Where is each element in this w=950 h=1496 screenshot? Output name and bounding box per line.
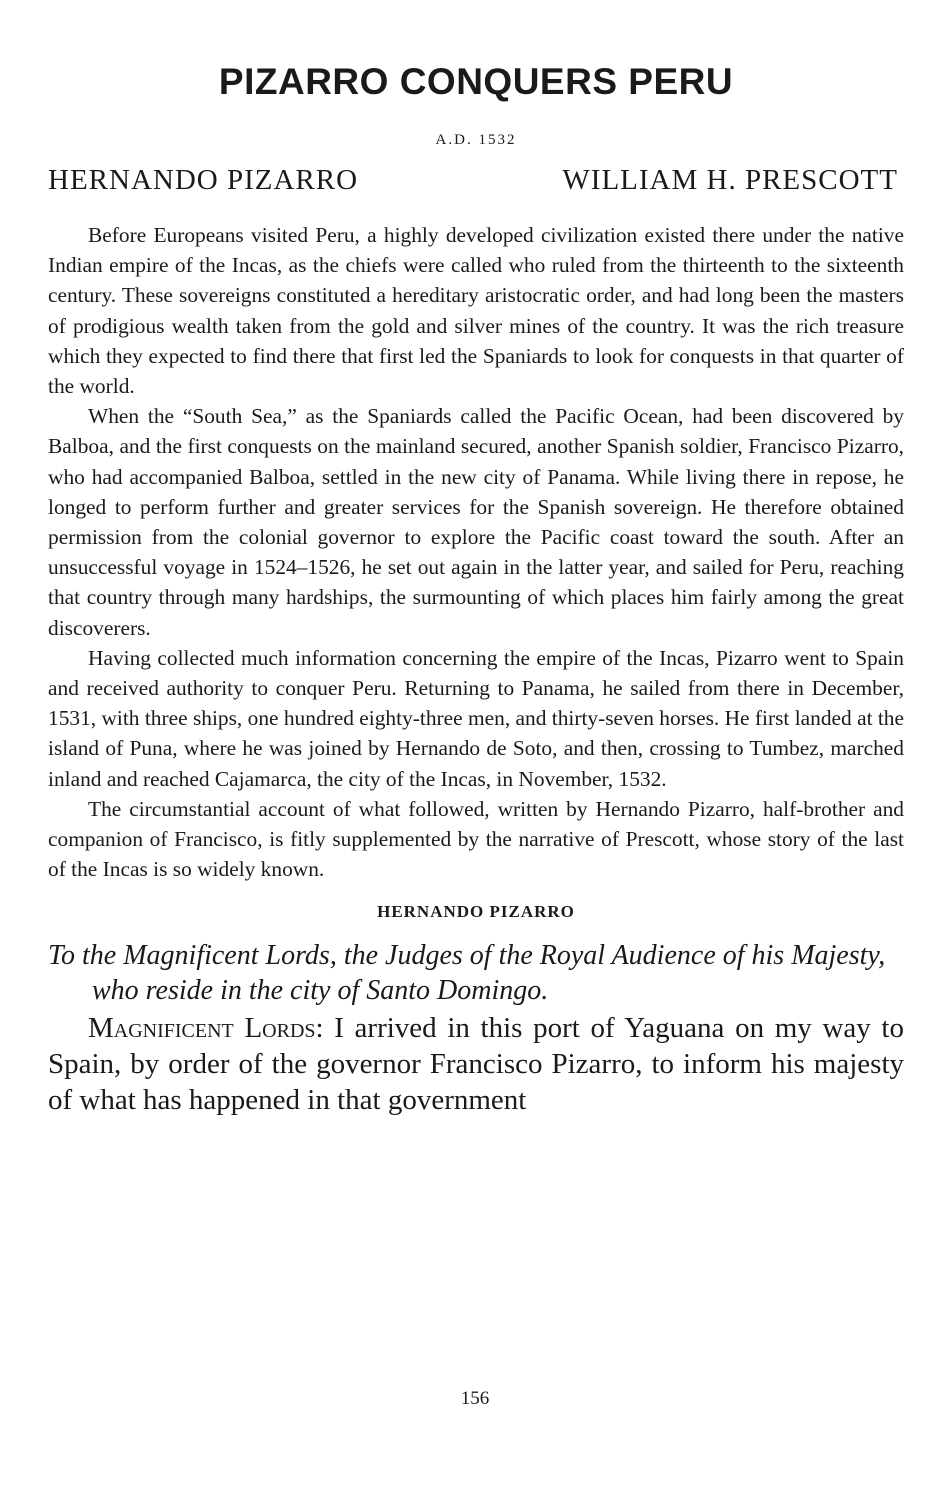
introduction [48, 220, 904, 884]
letter-text: I arrived in this port of Yaguana on my way to Spain, by order of the governor Francisco Pizarro, to inform his majesty of what has happened in that government [48, 1012, 904, 1117]
intro-paragraph: The circumstantial account of what followed, written by Hernando Pizarro, half-brother and companion of Francisco, is fitly supplemented by the narrative of Prescott, whose story of the last of the Incas is so widely known. [48, 796, 904, 882]
page-number: 156 [460, 1388, 490, 1409]
letter-salutation: To the Magnificent Lords, the Judges of the Royal Audience of his Majesty, who reside in the city of Santo Domingo. [48, 940, 886, 1007]
book-page [48, 60, 904, 1147]
intro-paragraph: Before Europeans visited Peru, a highly developed civilization existed there under the native Indian empire of the Incas, as the chiefs were called who ruled from the thirteenth to the sixteenth century. These sovereigns constituted a hereditary aristocratic order, and had long been the masters of prodigious wealth taken from the gold and silver mines of the country. It was the rich treasure which they expected to find there that first led the Spaniards to look for conquests in that quarter of the world. [48, 223, 904, 399]
intro-paragraph: When the “South Sea,” as the Spaniards called the Pacific Ocean, had been discovered by Balboa, and the first conquests on the mainland secured, another Spanish soldier, Francisco Pizarro, who had accompanied Balboa, settled in the new city of Panama. While living there in repose, he longed to perform further and greater services for the Spanish sovereign. He therefore obtained permission from the colonial governor to explore the Pacific coast toward the south. After an unsuccessful voyage in 1524–1526, he set out again in the latter year, and sailed for Peru, reaching that country through many hardships, the surmounting of which places him fairly among the great discoverers. [48, 404, 904, 640]
section-heading: HERNANDO PIZARRO [377, 902, 575, 922]
author-hernando-pizarro: HERNANDO PIZARRO [48, 164, 359, 196]
letter-body [48, 1010, 904, 1118]
author-william-prescott: WILLIAM H. PRESCOTT [562, 164, 898, 196]
chapter-title: PIZARRO CONQUERS PERU [218, 61, 734, 102]
author-line [48, 160, 904, 200]
intro-paragraph: Having collected much information concerning the empire of the Incas, Pizarro went to Spain and received authority to conquer Peru. Returning to Panama, he sailed from there in December, 1531, with three ships, one hundred eighty-three men, and thirty-seven horses. He first landed at the island of Puna, where he was joined by Hernando de Soto, and then, crossing to Tumbez, marched inland and reached Cajamarca, the city of the Incas, in November, 1532. [48, 645, 904, 791]
letter-opening: Magnificent Lords: [88, 1012, 324, 1045]
chapter-date: A.D. 1532 [435, 132, 517, 148]
